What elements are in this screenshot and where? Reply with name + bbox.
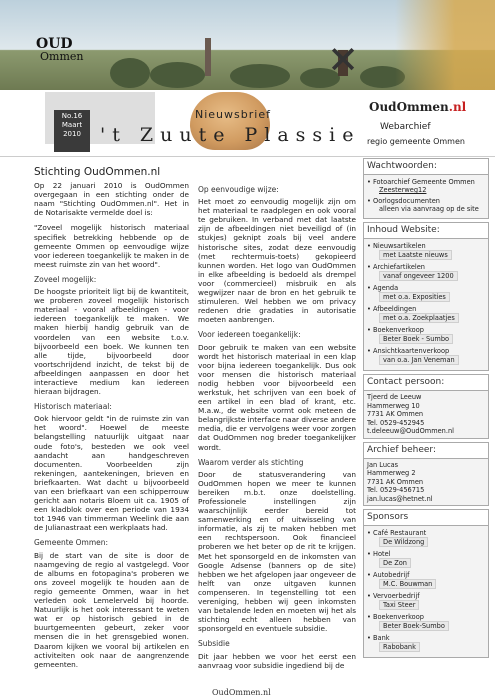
windmill-sails-icon: ✕: [327, 38, 359, 82]
church-tower: [205, 38, 211, 76]
sidebar-item-subtitle: alleen via aanvraag op de site: [379, 205, 479, 213]
column-body: [34, 181, 189, 669]
sidebar-item[interactable]: [367, 347, 485, 365]
contents-heading: Inhoud Website:: [364, 223, 488, 239]
sidebar-item[interactable]: [367, 284, 485, 302]
sidebar-item-title: • Boekenverkoop: [367, 326, 485, 334]
sidebar-item-subtitle: Beter Boek - Sumbo: [379, 334, 453, 344]
contents-box: [363, 222, 489, 371]
newsletter-title: 't Zuute Plassie: [100, 124, 361, 146]
oudommen-logo[interactable]: [36, 36, 96, 66]
section-heading: Waarom verder als stichting: [198, 457, 304, 467]
tree-shape: [110, 58, 150, 88]
tree-shape: [150, 62, 205, 88]
sidebar-item-subtitle: Rabobank: [379, 642, 420, 652]
section-heading: Subsidie: [198, 639, 230, 649]
sidebar-item-subtitle: De Wildzong: [379, 537, 428, 547]
sidebar-item[interactable]: [367, 571, 485, 589]
logo-main: OudOmmen: [369, 100, 449, 114]
sidebar-item[interactable]: [367, 263, 485, 281]
archive-box: [363, 442, 489, 507]
detail-line: Hammerweg 2: [367, 469, 416, 477]
article-column-1: [34, 168, 189, 675]
detail-line: t.deleeuw@OudOmmen.nl: [367, 427, 454, 435]
sidebar-item-title: • Fotoarchief Gemeente Ommen: [367, 178, 485, 186]
sidebar-item-subtitle: Taxi Steer: [379, 600, 419, 610]
sponsors-heading: Sponsors: [364, 510, 488, 526]
webarchief-label: Webarchief: [380, 122, 431, 132]
sidebar-item[interactable]: [367, 326, 485, 344]
contents-list: [364, 239, 488, 370]
logo-text-bottom: Ommen: [40, 50, 84, 63]
issue-badge: [54, 110, 90, 152]
sidebar-item[interactable]: [367, 178, 485, 194]
oudommen-nl-logo[interactable]: [369, 100, 466, 114]
section-heading: Historisch materiaal:: [34, 402, 112, 412]
detail-line: jan.lucas@hetnet.nl: [367, 494, 433, 503]
archive-heading: Archief beheer:: [364, 443, 488, 459]
sidebar-item-title: • Afbeeldingen: [367, 305, 485, 313]
paragraph: Dit jaar hebben we voor het eerst een aanvraag voor subsidie ingediend bij de: [198, 651, 356, 670]
paragraph: Door de statusverandering van OudOmmen hopen we meer te kunnen bereiken m.b.t. onze doelstelling. Professionele instellingen zijn waarschijnlijk eerder bereid tot samenwerking en of uitwisseling van informatie, als zij te maken hebben met een rechtspersoon. Ook financieel proberen we het beter op de rit te krijgen. Met het sponsorgeld en de inkomsten van Google Adsense (banners op de site) hebben we het afgelopen jaar ongeveer de helft van onze uitgaven kunnen compenseren. In tegenstelling tot een vereniging, hebben wij geen inkomsten van betalende leden en moeten wij het als stichting echt alleen hebben van sponsorgeld en eventuele subsidie.: [198, 469, 356, 634]
sidebar-item[interactable]: [367, 634, 485, 652]
header-banner: [0, 0, 495, 90]
article-column-2: [198, 185, 356, 676]
passwords-box: [363, 158, 489, 219]
sidebar-item-title: • Vervoerbedrijf: [367, 592, 485, 600]
section-heading: Zoveel mogelijk:: [34, 274, 97, 284]
sidebar-item-subtitle: Beter Boek-Sumbo: [379, 621, 449, 631]
paragraph: "Zoveel mogelijk historisch materiaal specifiek betrekking hebbende op de gemeente Ommen op eenvoudige wijze voor iedereen toegankelijk te maken in de meest ruimste zin van het woord".: [34, 223, 189, 269]
sidebar-item[interactable]: [367, 613, 485, 631]
section-heading: Gemeente Ommen:: [34, 538, 109, 548]
sidebar-item-subtitle: vanaf ongeveer 1200: [379, 271, 458, 281]
column-body: [198, 185, 356, 670]
contact-box: [363, 374, 489, 439]
footer-logo[interactable]: OudOmmen.nl: [212, 688, 271, 697]
detail-line: 7731 AK Ommen: [367, 477, 424, 486]
sidebar-item[interactable]: [367, 592, 485, 610]
sidebar-item[interactable]: [367, 550, 485, 568]
section-heading: Op eenvoudige wijze:: [198, 185, 279, 194]
sponsors-box: [363, 509, 489, 658]
sidebar-item-subtitle: Zeesterweg12: [379, 186, 427, 194]
sidebar-item-title: • Café Restaurant: [367, 529, 485, 537]
sidebar-item-title: • Autobedrijf: [367, 571, 485, 579]
sidebar-item[interactable]: [367, 197, 485, 213]
sidebar-item-title: • Archiefartikelen: [367, 263, 485, 271]
sidebar-item-title: • Bank: [367, 634, 485, 642]
paragraph: Bij de start van de site is door de naamgeving de regio al vastgelegd. Voor de albums en fotopagina's proberen we ons zoveel mogelijk te houden aan de regio gemeente Ommen, waar in het verleden ook Lemelerveld bij hoorde. Natuurlijk is het ook interessant te weten wat er op historisch gebied in de buurtgemeenten gebeurt, zeker voor mensen die in het grensgebied wonen. Daarom kijken we vooral bij artikelen en activiteiten ook naar de aangrenzende gemeenten.: [34, 550, 189, 669]
sidebar-item-subtitle: met o.a. Zoekplaatjes: [379, 313, 459, 323]
paragraph: Het moet zo eenvoudig mogelijk zijn om het materiaal te raadplegen en ook vooral te gebruiken. In verband met dat laatste zijn de afbeeldingen niet beveiligd of (in stukjes) geknipt zoals bij veel andere historische sites, zodat deze eenvoudig (met rechtermuis-toets) gekopieerd kunnen worden. Het logo van OudOmmen in elke afbeelding is bedoeld als drempel voor (commercieel) misbruik en als wegwijzer naar de bron en het gebruik te stimuleren. Wel hebben we om privacy redenen drie gradaties in autorisatie moeten aanbrengen.: [198, 197, 356, 325]
sidebar-item-title: • Agenda: [367, 284, 485, 292]
contact-heading: Contact persoon:: [364, 375, 488, 391]
sidebar-item-subtitle: van o.a. Jan Veneman: [379, 355, 459, 365]
paragraph: Door gebruik te maken van een website wordt het historisch materiaal in een klap voor bijna iedereen toegankelijk. Dus ook voor mensen die historisch materiaal nodig hebben voor bijvoorbeeld een werkstuk, het schrijven van een boek of een artikel in een blad of krant, etc. M.a.w., de website vormt ook meteen de belangrijkste interface naar diverse andere media, die er vervolgens weer voor zorgen dat OudOmmen nog breder toegankelijker wordt.: [198, 342, 357, 452]
sidebar-item[interactable]: [367, 242, 485, 260]
sidebar-item-subtitle: M.C. Bouwman: [379, 579, 436, 589]
logo-text-top: OUD: [36, 36, 73, 52]
issue-year: 2010: [63, 130, 81, 138]
sidebar: [363, 158, 489, 661]
paragraph: De hoogste prioriteit ligt bij de kwantiteit, we proberen zoveel mogelijk historisch materiaal - vooral afbeeldingen - voor iedereen toegankelijk te maken. We maken hierbij handig gebruik van de voordelen van een website t.o.v. bijvoorbeeld een boek. We kunnen ten alle tijde, bijvoorbeeld door voortschrijdend inzicht, de tekst bij de afbeeldingen aanpassen en door het interactieve medium kan iedereen hieraan bijdragen.: [34, 287, 189, 397]
sidebar-item[interactable]: [367, 529, 485, 547]
sidebar-item-subtitle: met o.a. Exposities: [379, 292, 450, 302]
newsletter-label: Nieuwsbrief: [195, 108, 271, 121]
section-heading: Voor iedereen toegankelijk:: [198, 330, 301, 340]
passwords-heading: Wachtwoorden:: [364, 159, 488, 175]
detail-line: Jan Lucas: [367, 460, 399, 469]
contact-details: [364, 391, 488, 438]
sidebar-item-subtitle: De Zon: [379, 558, 411, 568]
article-title: Stichting OudOmmen.nl: [34, 166, 161, 178]
archive-details: [364, 459, 488, 506]
issue-number: No.16: [61, 112, 83, 120]
paragraph: Ook hiervoor geldt "in de ruimste zin van het woord". Hoewel de meeste belangstelling natuurlijk uitgaat naar oude foto's, besteden we ook veel aandacht aan handgeschreven documenten. Voorbeelden zijn rekeningen, aantekeningen, brieven en briefkaarten. Wat dacht u bijvoorbeeld van een briefkaart van een schipperrouw gericht aan notaris Bloem uit ca. 1905 of een kladblok over een periode van 1934 tot 1946 van timmerman Weelink die aan de Julianastraat een werkplaats had.: [34, 414, 189, 533]
detail-line: Tjeerd de Leeuw: [367, 393, 422, 401]
issue-month: Maart: [61, 121, 83, 129]
sidebar-item-title: • Oorlogsdocumenten: [367, 197, 485, 205]
paragraph: Op 22 januari 2010 is OudOmmen overgegaan in een stichting onder de naam "Stichting OudOmmen.nl". Het in de Notarisakte vermelde doel is:: [34, 181, 189, 218]
detail-line: Tel. 0529-456715: [367, 486, 425, 494]
sidebar-item-title: • Boekenverkoop: [367, 613, 485, 621]
detail-line: 7731 AK Ommen: [367, 410, 424, 418]
tree-shape: [230, 64, 290, 88]
passwords-list: [364, 175, 488, 218]
sidebar-item-title: • Ansichtkaartenverkoop: [367, 347, 485, 355]
detail-line: Hammerweg 10: [367, 401, 420, 410]
grain-decoration: [395, 0, 495, 90]
detail-line: Tel. 0529-452945: [367, 418, 425, 427]
logo-suffix: .nl: [448, 100, 467, 114]
region-label: regio gemeente Ommen: [367, 137, 465, 146]
header-divider: [0, 156, 495, 157]
sidebar-item-title: • Nieuwsartikelen: [367, 242, 485, 250]
sidebar-item[interactable]: [367, 305, 485, 323]
sponsors-list: [364, 526, 488, 657]
sidebar-item-title: • Hotel: [367, 550, 485, 558]
sidebar-item-subtitle: met Laatste nieuws: [379, 250, 452, 260]
